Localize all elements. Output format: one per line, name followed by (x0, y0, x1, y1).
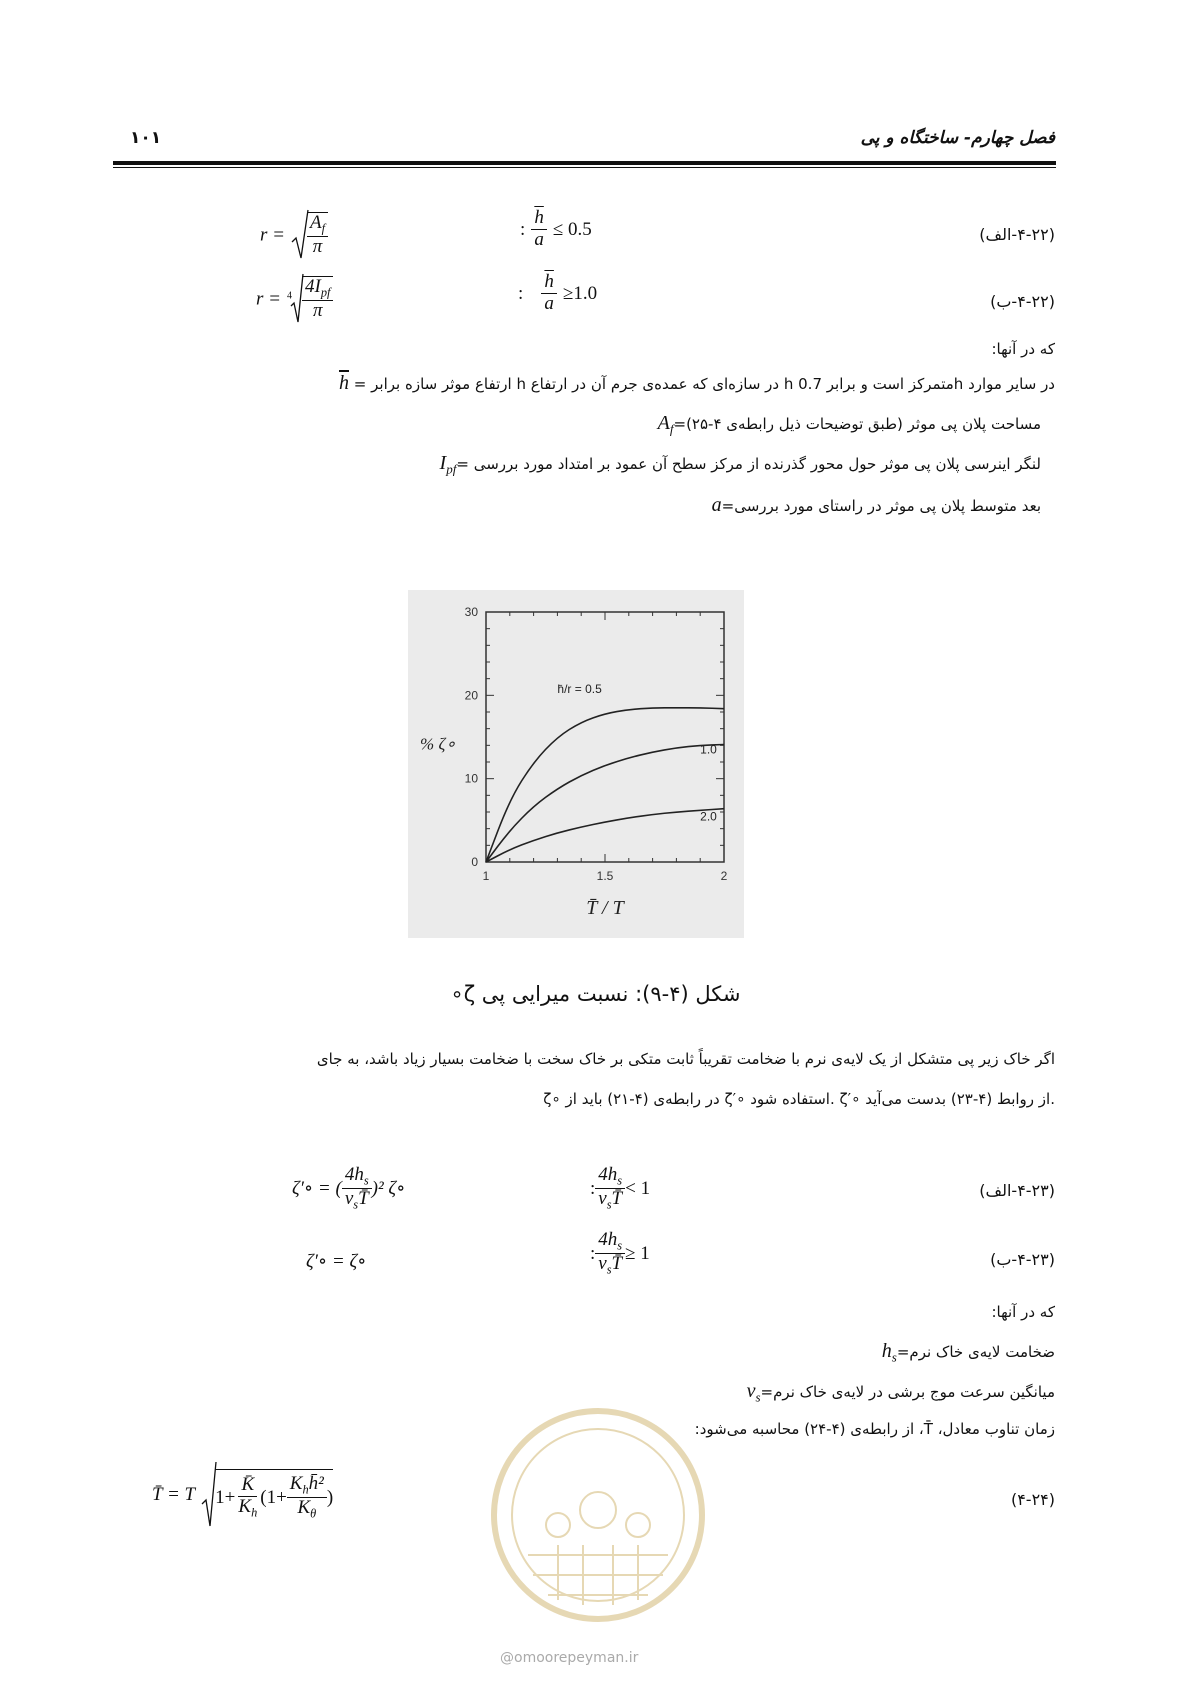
x-axis-label: T̄ / T (586, 897, 624, 919)
def-ipf-symbol: I (439, 452, 447, 474)
equation-22a (260, 208, 328, 262)
eq23a-colon: : (590, 1177, 596, 1199)
eq23a-num: 4h (344, 1164, 364, 1185)
y-axis-label: % ζ∘ (420, 734, 456, 754)
def-a-text: =بعد متوسط پلان پی موثر در راستای مورد بررسی (721, 497, 1041, 515)
eq22b-den: π (312, 300, 323, 321)
eq22b-colon: : (518, 282, 524, 304)
header-rule-thin (113, 167, 1056, 168)
def-af-line (658, 412, 1041, 438)
eq24-paren-open: (1+ (260, 1486, 287, 1508)
def-vs-text: =میانگین سرعت موج برشی در لایه‌ی خاک نرم (760, 1383, 1055, 1401)
eq22b-num: 4I (305, 276, 321, 298)
chart-axes (486, 612, 724, 862)
figure-caption: شکل (۴-۹): نسبت میرایی پی ζ∘ (450, 982, 741, 1006)
def-hs-text: =ضخامت لایه‌ی خاک نرم (896, 1343, 1055, 1361)
eq22a-cond-den: a (534, 228, 544, 250)
def-a-line (712, 494, 1041, 517)
series-label: 1.0 (700, 742, 717, 757)
equation-22b (256, 272, 333, 326)
def-af-symbol: A (657, 412, 670, 434)
eq23a-den-sub: s (353, 1197, 359, 1212)
eq22a-cond-num: $\overline{h}$ (531, 208, 547, 230)
y-tick-label: 30 (464, 605, 478, 619)
eq24-k2-num-tail: h̄² (308, 1473, 324, 1495)
eq22b-lhs: r = (256, 288, 281, 310)
eq24-k-den: K (238, 1496, 252, 1517)
x-tick-label: 1.5 (596, 869, 614, 883)
def-a-symbol: a (711, 494, 722, 516)
def-hs-sub: s (891, 1349, 897, 1365)
eq23a-cond-den-tail: T̄ (611, 1187, 623, 1209)
y-tick-label: 20 (464, 688, 478, 703)
eq22b-cond-den: a (544, 292, 554, 314)
eq22b-label: (۴-۲۲-ب) (990, 292, 1055, 311)
equation-24 (152, 1460, 333, 1530)
eq23b-cond-den-sub: s (606, 1262, 612, 1277)
eq24-k-num: K̄ (238, 1475, 257, 1497)
def-ipf-line (440, 452, 1041, 478)
def-vs-symbol: v (746, 1380, 756, 1402)
eq24-k2-den-sub: θ (310, 1506, 317, 1521)
watermark-seal-icon (488, 1405, 708, 1625)
eq22a-colon: : (520, 218, 526, 240)
def-h-symbol: h (339, 372, 349, 394)
equation-23b (306, 1250, 367, 1273)
eq24-paren-close: ) (326, 1486, 334, 1508)
para1-line1: اگر خاک زیر پی متشکل از یک لایه‌ی نرم با ضخامت تقریباً ثابت متکی بر خاک سخت با ضخامت بسیار زیاد باشد، به جای (316, 1050, 1055, 1068)
def-vs-sub: s (755, 1389, 761, 1405)
eq23b-cond-rel: ≥ 1 (625, 1242, 650, 1264)
eq22b-root-index: 4 (287, 290, 293, 302)
eq23a-cond-num-sub: s (617, 1173, 623, 1188)
eq24-k-den-sub: h (251, 1505, 258, 1520)
chart-series (486, 708, 724, 862)
header-rule-thick (113, 161, 1056, 165)
eq23b-cond-den: v (598, 1252, 607, 1274)
def-af-text: =مساحت پلان پی موثر (طبق توضیحات ذیل رابطه‌ی ۴-۲۵) (673, 415, 1041, 433)
eq23a-num-sub: s (363, 1173, 369, 1188)
equation-23a (292, 1165, 405, 1212)
def-hs-line (882, 1340, 1055, 1366)
damping-ratio-chart (408, 590, 744, 938)
eq23a-den-tail: T̄ (358, 1187, 369, 1209)
eq24-one: 1+ (215, 1486, 236, 1508)
def-hs-symbol: h (881, 1340, 892, 1362)
eq23a-label: (۴-۲۳-الف) (979, 1181, 1055, 1200)
page-number: ۱۰۱ (130, 128, 162, 148)
def-af-sub: f (669, 421, 674, 437)
eq23a-cond-rel: < 1 (625, 1177, 651, 1199)
eq22b-cond-rel: ≥1.0 (562, 282, 598, 304)
condition-22b (518, 272, 597, 315)
figure-chart (408, 590, 744, 938)
eq22a-label: (۴-۲۲-الف) (979, 225, 1055, 244)
eq23a-den: v (344, 1187, 354, 1209)
eq22a-cond-rel: ≤ 0.5 (552, 218, 592, 240)
def-h-line (205, 372, 1055, 395)
eq23b-lhs: ζ′∘ = ζ∘ (306, 1251, 367, 1272)
watermark-url: @omoorepeyman.ir (500, 1650, 639, 1666)
series-line-0 (486, 708, 724, 862)
eq23a-cond-num: 4h (598, 1164, 618, 1185)
eq22b-cond-num: $\overline{h}$ (541, 272, 557, 294)
eq23a-rhs: )² ζ∘ (371, 1177, 406, 1199)
para1-line2: ζ∘ در رابطه‌ی (۴-۲۱) باید از ζ′∘ استفاده شود. ζ′∘ از روابط (۴-۲۳) بدست می‌آید. (543, 1090, 1055, 1108)
chapter-title: فصل چهارم- ساختگاه و پی (860, 128, 1055, 148)
def-ipf-text: = لنگر اینرسی پلان پی موثر حول محور گذرنده از مرکز سطح آن عمود بر امتداد مورد بررسی (456, 455, 1041, 473)
def-h-text: = ارتفاع موثر سازه برابر h در سازه‌ای که عمده‌ی جرم آن در ارتفاع h متمرکز است و برابر 0.7h در سایر موارد (353, 375, 1055, 393)
eq24-k2-num: K (289, 1473, 303, 1495)
plot-frame (486, 612, 724, 862)
eq22a-num: A (310, 212, 322, 234)
eq22a-den: π (312, 236, 323, 257)
def-ipf-sub: pf (446, 461, 457, 477)
eq22a-num-sub: f (321, 221, 326, 236)
eq23a-cond-den: v (598, 1187, 607, 1209)
x-tick-label: 2 (720, 869, 728, 883)
y-tick-label: 0 (471, 855, 478, 869)
condition-22a (520, 208, 592, 251)
eq23b-colon: : (590, 1242, 596, 1264)
chart-labels (420, 605, 728, 919)
defs2-intro: که در آنها: (991, 1303, 1055, 1321)
condition-23b (590, 1230, 650, 1277)
eq23b-label: (۴-۲۳-ب) (990, 1250, 1055, 1269)
eq23b-cond-num: 4h (598, 1229, 618, 1250)
eq23b-cond-den-tail: T̄ (611, 1252, 623, 1274)
defs1-intro: که در آنها: (991, 340, 1055, 358)
y-tick-label: 10 (464, 771, 478, 786)
eq22b-num-sub: pf (320, 285, 331, 300)
x-tick-label: 1 (482, 869, 490, 883)
period-text: زمان تناوب معادل، T̄، از رابطه‌ی (۴-۲۴) محاسبه می‌شود: (694, 1420, 1055, 1438)
series-label: 2.0 (700, 809, 717, 824)
eq24-lhs: T̄ = T (152, 1484, 196, 1505)
eq22a-lhs: r = (260, 224, 285, 246)
eq24-label: (۴-۲۴) (1010, 1490, 1055, 1509)
eq24-k2-num-sub: h (302, 1482, 309, 1497)
eq23a-cond-den-sub: s (606, 1197, 612, 1212)
eq23a-lhs: ζ′∘ = ( (292, 1177, 342, 1199)
eq24-k2-den: K (297, 1497, 311, 1518)
series-label: h̄/r = 0.5 (557, 681, 602, 696)
condition-23a (590, 1165, 650, 1212)
eq23b-cond-num-sub: s (617, 1238, 623, 1253)
watermark-seal (488, 1405, 708, 1625)
def-vs-line (747, 1380, 1055, 1406)
